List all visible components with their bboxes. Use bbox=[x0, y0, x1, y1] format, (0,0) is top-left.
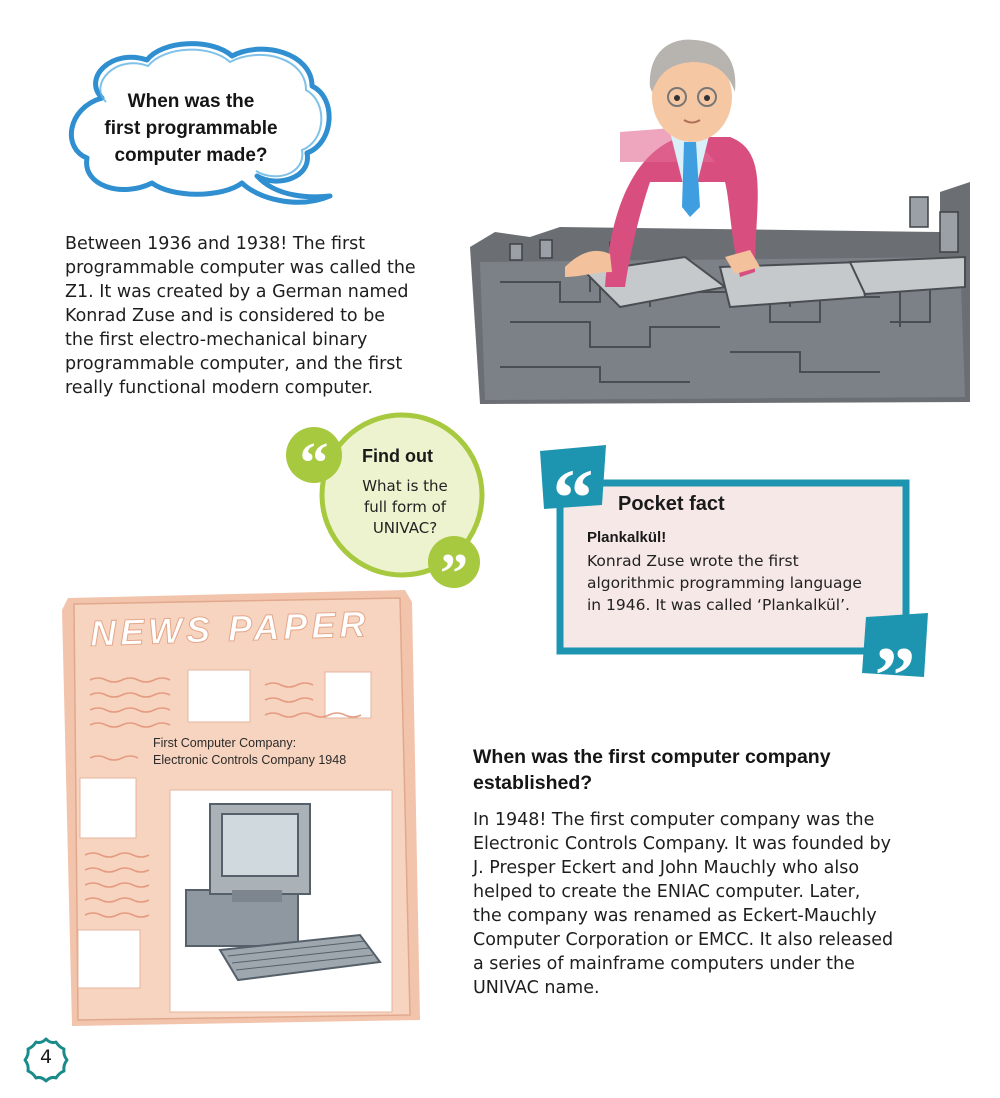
answer-line: Electronic Controls Company. It was founded by bbox=[473, 834, 892, 854]
answer-2-paragraph bbox=[473, 808, 893, 1000]
find-out-line: What is the bbox=[362, 477, 448, 495]
answer-line: programmable computer, and the first bbox=[65, 354, 403, 374]
answer-paragraph bbox=[65, 232, 416, 400]
page-number-badge bbox=[22, 1036, 70, 1084]
answer-line: J. Presper Eckert and John Mauchly who also bbox=[473, 858, 860, 878]
svg-text:”: ” bbox=[440, 543, 468, 590]
pocket-fact-line: algorithmic programming language bbox=[587, 574, 862, 592]
pocket-fact-body bbox=[587, 550, 877, 616]
answer-line: Z1. It was created by a German named bbox=[65, 282, 409, 302]
pocket-fact-line: Konrad Zuse wrote the first bbox=[587, 552, 799, 570]
newspaper-masthead: NEWS PAPER bbox=[89, 603, 370, 654]
pocket-fact-box bbox=[538, 445, 930, 680]
answer-line: a series of mainframe computers under the bbox=[473, 954, 855, 974]
find-out-line: full form of bbox=[363, 498, 447, 516]
answer-line: Konrad Zuse and is considered to be bbox=[65, 306, 386, 326]
caption-line: Electronic Controls Company 1948 bbox=[153, 753, 347, 767]
heading-line: When was the first computer company bbox=[473, 746, 831, 768]
page-number: 4 bbox=[39, 1046, 53, 1068]
answer-line: UNIVAC name. bbox=[473, 978, 600, 998]
konrad-zuse-illustration bbox=[470, 32, 970, 410]
find-out-line: UNIVAC? bbox=[372, 519, 438, 537]
svg-text:”: ” bbox=[874, 630, 916, 680]
newspaper-caption bbox=[153, 735, 346, 769]
pocket-fact-answer: Plankalkül! bbox=[587, 529, 667, 546]
find-out-question bbox=[340, 476, 470, 539]
question-thought-cloud bbox=[62, 38, 340, 210]
answer-line: helped to create the ENIAC computer. Later, bbox=[473, 882, 861, 902]
newspaper-illustration bbox=[60, 590, 425, 1030]
pocket-fact-title: Pocket fact bbox=[618, 493, 725, 515]
close-quote-icon bbox=[428, 536, 480, 590]
question-heading bbox=[82, 88, 300, 169]
question-line: computer made? bbox=[114, 145, 268, 166]
caption-line: First Computer Company: bbox=[153, 736, 297, 750]
answer-line: In 1948! The first computer company was the bbox=[473, 810, 875, 830]
answer-line: Computer Corporation or EMCC. It also released bbox=[473, 930, 894, 950]
answer-line: the first electro-mechanical binary bbox=[65, 330, 368, 350]
question-line: When was the bbox=[127, 91, 255, 112]
find-out-title: Find out bbox=[362, 446, 433, 466]
answer-line: the company was renamed as Eckert-Mauchly bbox=[473, 906, 877, 926]
question-line: first programmable bbox=[104, 118, 278, 139]
answer-line: really functional modern computer. bbox=[65, 378, 374, 398]
answer-line: programmable computer was called the bbox=[65, 258, 416, 278]
pocket-fact-line: in 1946. It was called ‘Plankalkül’. bbox=[587, 596, 850, 614]
answer-line: Between 1936 and 1938! The first bbox=[65, 234, 366, 254]
find-out-bubble bbox=[282, 410, 502, 590]
heading-line: established? bbox=[473, 772, 593, 794]
close-quote-icon bbox=[862, 613, 928, 680]
svg-text:“: “ bbox=[299, 430, 329, 495]
svg-text:“: “ bbox=[552, 452, 594, 543]
question-2-heading bbox=[473, 744, 831, 796]
